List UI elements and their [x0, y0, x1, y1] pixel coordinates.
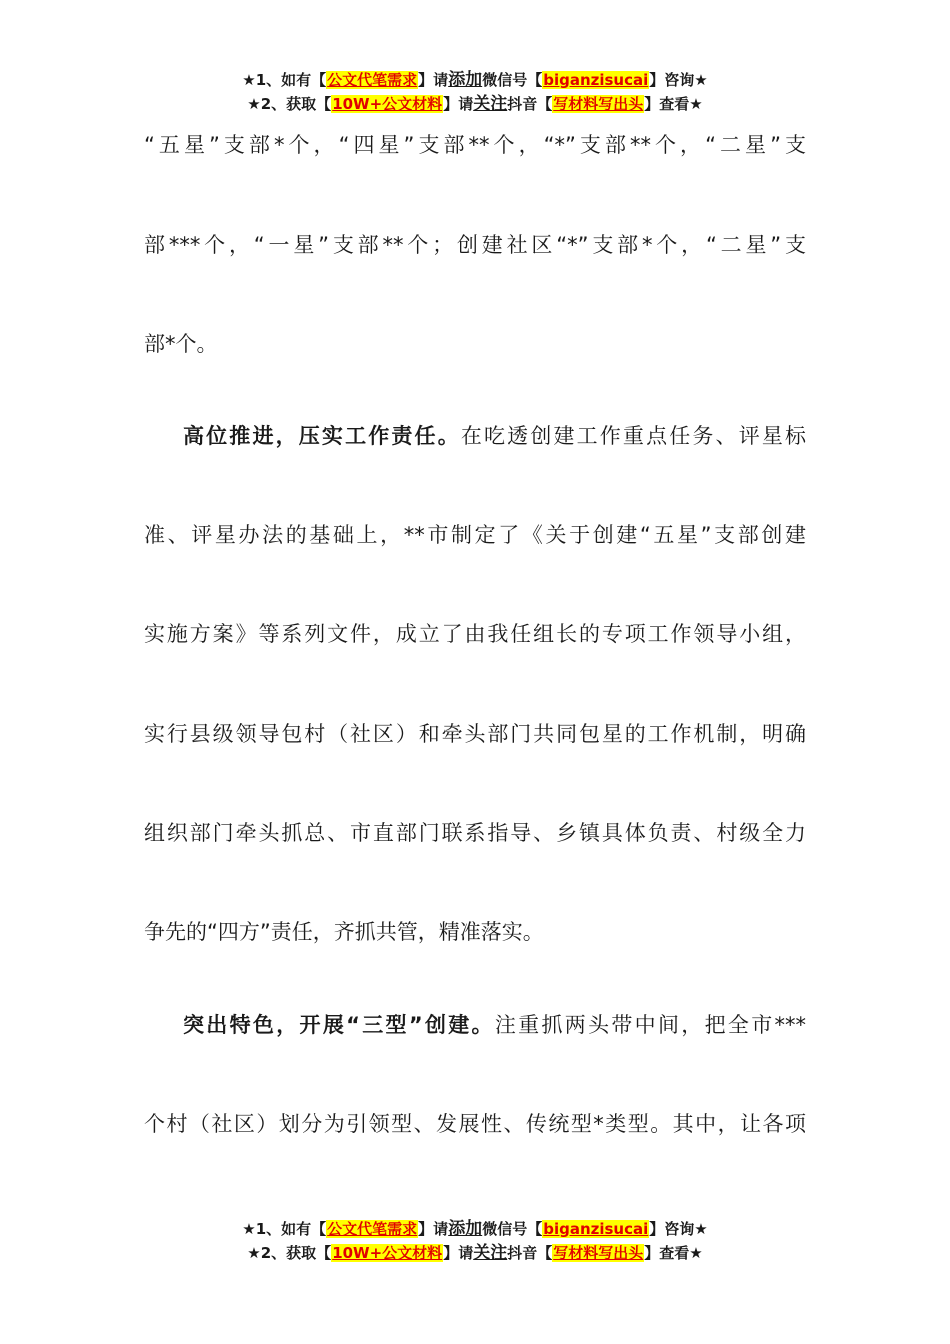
banner-text: ★2、获取【 [247, 1244, 332, 1262]
banner-text: 】请 [443, 95, 474, 113]
banner-text: 】查看★ [644, 1244, 703, 1262]
banner-text: 微信号【 [482, 71, 543, 89]
banner-text: 】咨询★ [649, 1220, 708, 1238]
banner-line-2 [0, 1241, 950, 1265]
banner-text: ★1、如有【 [242, 1220, 327, 1238]
paragraph-text: 在吃透创建工作重点任务、评星标 [460, 424, 807, 448]
paragraph-line: 实施方案》等系列文件，成立了由我任组长的专项工作领导小组， [144, 622, 806, 646]
paragraph-line: 部***个，“一星”支部**个；创建社区“*”支部*个，“二星”支 [144, 233, 806, 257]
banner-text: 】请 [418, 71, 449, 89]
paragraph-text: 注重抓两头带中间，把全市*** [494, 1013, 807, 1037]
banner-text: ★1、如有【 [242, 71, 327, 89]
banner-highlight: biganzisucai [543, 1220, 649, 1238]
banner-highlight: 10W+公文材料 [332, 95, 443, 113]
banner-text: ★2、获取【 [247, 95, 332, 113]
banner-text: 】查看★ [644, 95, 703, 113]
banner-text: 抖音【 [507, 95, 553, 113]
banner-line-2 [0, 92, 950, 116]
banner-emphasis: 关注 [473, 94, 508, 114]
paragraph-line: 组织部门牵头抓总、市直部门联系指导、乡镇具体负责、村级全力 [144, 821, 806, 845]
banner-emphasis: 关注 [473, 1243, 508, 1263]
paragraph-line: 部*个。 [144, 332, 218, 356]
paragraph-lead: 突出特色，开展“三型”创建。 [183, 1013, 495, 1037]
paragraph-line: 准、评星办法的基础上，**市制定了《关于创建“五星”支部创建 [144, 523, 806, 547]
paragraph-line [144, 1011, 806, 1039]
banner-highlight: biganzisucai [543, 71, 649, 89]
banner-highlight: 公文代笔需求 [327, 71, 418, 89]
header-banner [0, 68, 950, 116]
paragraph-line [144, 422, 806, 450]
banner-highlight: 写材料写出头 [553, 1244, 644, 1262]
banner-highlight: 10W+公文材料 [332, 1244, 443, 1262]
paragraph-line: 实行县级领导包村（社区）和牵头部门共同包星的工作机制，明确 [144, 722, 806, 746]
banner-text: 】请 [418, 1220, 449, 1238]
banner-line-1 [0, 1217, 950, 1241]
paragraph-line: “五星”支部*个，“四星”支部**个，“*”支部**个，“二星”支 [144, 133, 806, 157]
footer-banner [0, 1217, 950, 1265]
paragraph-line: 争先的“四方”责任，齐抓共管，精准落实。 [144, 920, 544, 944]
banner-highlight: 写材料写出头 [553, 95, 644, 113]
banner-text: 】请 [443, 1244, 474, 1262]
banner-text: 】咨询★ [649, 71, 708, 89]
banner-line-1 [0, 68, 950, 92]
banner-highlight: 公文代笔需求 [327, 1220, 418, 1238]
banner-emphasis: 添加 [448, 70, 483, 90]
banner-text: 抖音【 [507, 1244, 553, 1262]
banner-text: 微信号【 [482, 1220, 543, 1238]
banner-emphasis: 添加 [448, 1219, 483, 1239]
paragraph-line: 个村（社区）划分为引领型、发展性、传统型*类型。其中，让各项 [144, 1112, 806, 1136]
paragraph-lead: 高位推进，压实工作责任。 [183, 424, 461, 448]
